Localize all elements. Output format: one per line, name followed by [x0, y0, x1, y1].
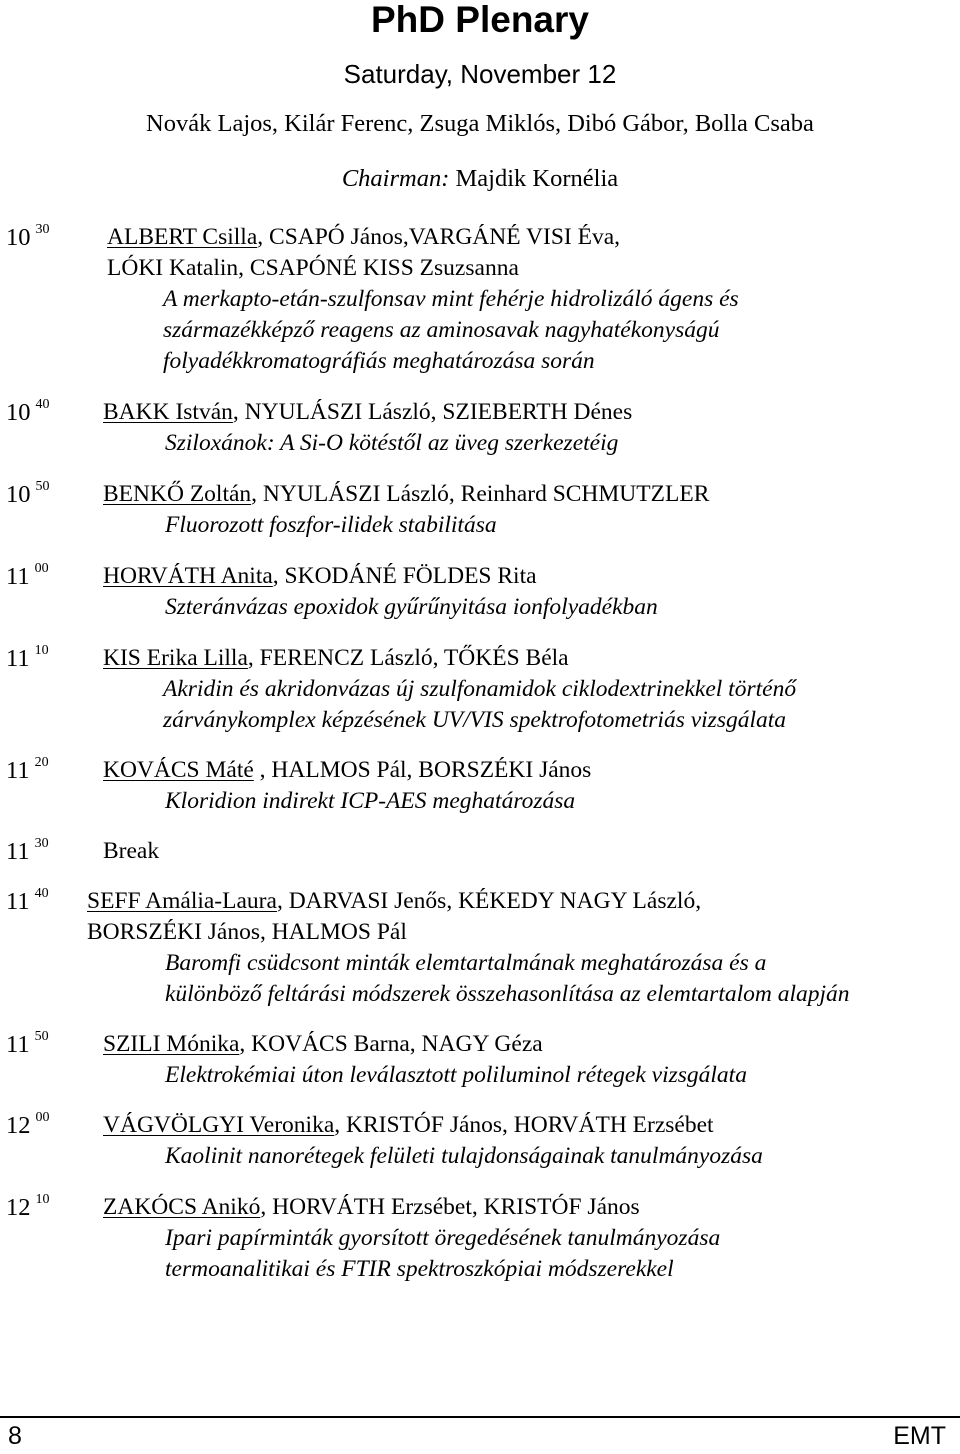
page-number: 8 [8, 1422, 22, 1450]
co-authors: BORSZÉKI János, HALMOS Pál [87, 919, 407, 945]
presenting-author: BENKŐ Zoltán [103, 481, 252, 507]
chairman-name: Majdik Kornélia [455, 165, 619, 192]
presenting-author: HORVÁTH Anita [103, 563, 273, 589]
co-authors: , DARVASI Jenős, KÉKEDY NAGY László, [276, 888, 702, 914]
time-slot [6, 836, 49, 871]
time-slot [6, 643, 49, 678]
talk-title-line: Szteránvázas epoxidok gyűrűnyitása ionfolyadékban [165, 594, 658, 620]
presenting-author: SEFF Amália-Laura [87, 888, 277, 914]
time-slot [6, 1110, 50, 1145]
presenting-author: ALBERT Csilla [107, 224, 258, 250]
time-minute: 10 [34, 643, 49, 658]
author-line [103, 643, 569, 674]
time-slot [6, 479, 50, 514]
talk-title-line: Kloridion indirekt ICP-AES meghatározása [165, 788, 576, 814]
time-minute: 40 [34, 886, 49, 901]
author-line [103, 1029, 543, 1060]
talk-title-line: Elektrokémiai úton leválasztott poliluminol rétegek vizsgálata [165, 1062, 747, 1088]
session-date: Saturday, November 12 [343, 59, 617, 89]
co-authors: , HALMOS Pál, BORSZÉKI János [253, 757, 592, 783]
time-slot [6, 222, 50, 257]
co-authors: , KOVÁCS Barna, NAGY Géza [239, 1031, 543, 1057]
author-line [107, 222, 620, 253]
co-authors: , SKODÁNÉ FÖLDES Rita [272, 563, 537, 589]
talk-title-line: Kaolinit nanorétegek felületi tulajdonságainak tanulmányozása [165, 1143, 763, 1169]
time-minute: 30 [35, 222, 50, 237]
co-authors: , FERENCZ László, TŐKÉS Béla [247, 645, 569, 671]
author-line [103, 479, 709, 510]
time-hour: 10 [6, 224, 31, 251]
time-slot [6, 561, 49, 596]
time-minute: 20 [34, 755, 49, 770]
time-slot [6, 1029, 49, 1064]
time-hour: 12 [6, 1194, 31, 1221]
talk-title-line: Ipari papírminták gyorsított öregedésének tanulmányozása [165, 1225, 721, 1251]
co-authors: , CSAPÓ János,VARGÁNÉ VISI Éva, [257, 224, 621, 250]
time-hour: 11 [6, 645, 30, 672]
author-line [87, 886, 701, 917]
organizers-line: Novák Lajos, Kilár Ferenc, Zsuga Miklós, Dibó Gábor, Bolla Csaba [146, 110, 814, 137]
presenting-author: SZILI Mónika [103, 1031, 240, 1057]
time-hour: 12 [6, 1112, 31, 1139]
presenting-author: VÁGVÖLGYI Veronika [103, 1112, 335, 1138]
time-hour: 11 [6, 757, 30, 784]
talk-title-line: Akridin és akridonvázas új szulfonamidok ciklodextrinekkel történő [163, 676, 797, 702]
time-hour: 11 [6, 888, 30, 915]
time-minute: 30 [34, 836, 49, 851]
author-line [87, 917, 407, 948]
co-authors: , HORVÁTH Erzsébet, KRISTÓF János [260, 1194, 640, 1220]
footer-divider [0, 1416, 960, 1418]
co-authors: , KRISTÓF János, HORVÁTH Erzsébet [334, 1112, 714, 1138]
author-line [103, 1192, 640, 1223]
presenting-author: KOVÁCS Máté [103, 757, 254, 783]
page-title: PhD Plenary [371, 0, 589, 40]
time-minute: 10 [35, 1192, 50, 1207]
talk-title-line: A merkapto-etán-szulfonsav mint fehérje hidrolizáló ágens és [163, 286, 739, 312]
time-minute: 50 [34, 1029, 49, 1044]
author-line [103, 755, 591, 786]
author-line [103, 1110, 714, 1141]
time-hour: 11 [6, 563, 30, 590]
talk-title-line: Baromfi csüdcsont minták elemtartalmának meghatározása és a [165, 950, 767, 976]
talk-title-line: származékképző reagens az aminosavak nagyhatékonyságú [163, 317, 720, 343]
co-authors: Break [103, 838, 160, 864]
author-line [103, 836, 159, 867]
time-minute: 50 [35, 479, 50, 494]
author-line [103, 561, 537, 592]
presenting-author: KIS Erika Lilla [103, 645, 248, 671]
chairman-line [0, 163, 960, 195]
time-slot [6, 397, 50, 432]
talk-title-line: különböző feltárási módszerek összehasonlítása az elemtartalom alapján [165, 981, 850, 1007]
talk-title-line: Fluorozott foszfor-ilidek stabilitása [165, 512, 497, 538]
talk-title-line: folyadékkromatográfiás meghatározása során [163, 348, 595, 374]
talk-title-line: zárványkomplex képzésének UV/VIS spektrofotometriás vizsgálata [163, 707, 787, 733]
talk-title-line: termoanalitikai és FTIR spektroszkópiai módszerekkel [165, 1256, 674, 1282]
time-minute: 40 [35, 397, 50, 412]
chairman-label: Chairman: [341, 165, 450, 192]
time-slot [6, 1192, 50, 1227]
time-slot [6, 886, 49, 921]
talk-title-line: Sziloxánok: A Si-O kötéstől az üveg szerkezetéig [165, 430, 619, 456]
presenting-author: ZAKÓCS Anikó [103, 1194, 261, 1220]
time-hour: 11 [6, 1031, 30, 1058]
time-hour: 10 [6, 481, 31, 508]
footer-label: EMT [893, 1422, 946, 1450]
time-minute: 00 [35, 1110, 50, 1125]
author-line [107, 253, 519, 284]
time-minute: 00 [34, 561, 49, 576]
author-line [103, 397, 632, 428]
time-hour: 11 [6, 838, 30, 865]
time-slot [6, 755, 49, 790]
presenting-author: BAKK István [103, 399, 233, 425]
co-authors: LÓKI Katalin, CSAPÓNÉ KISS Zsuzsanna [107, 255, 519, 281]
co-authors: , NYULÁSZI László, Reinhard SCHMUTZLER [251, 481, 710, 507]
co-authors: , NYULÁSZI László, SZIEBERTH Dénes [232, 399, 633, 425]
time-hour: 10 [6, 399, 31, 426]
